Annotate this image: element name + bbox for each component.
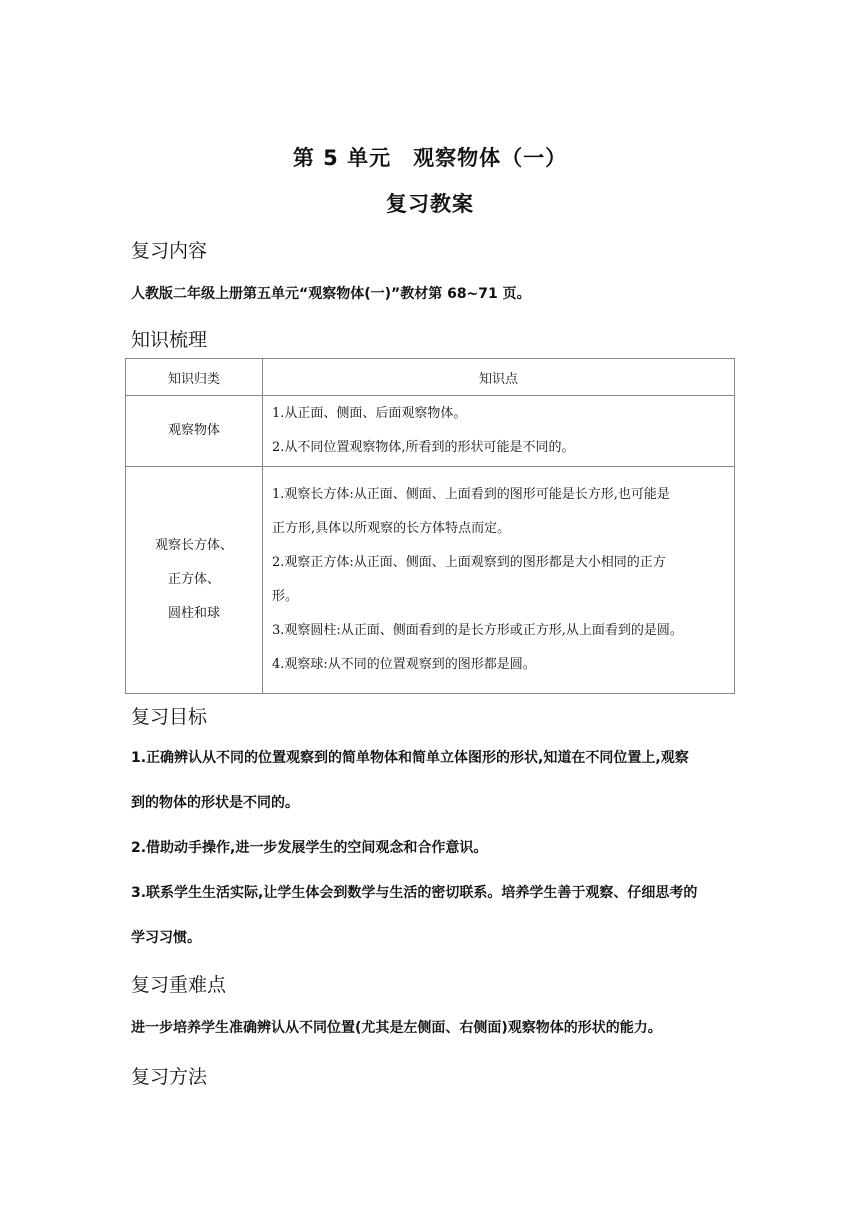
- difficulty-text: 进一步培养学生准确辨认从不同位置(尤其是左侧面、右侧面)观察物体的形状的能力。: [131, 1020, 662, 1036]
- category-line: 观察物体: [167, 423, 220, 438]
- knowledge-table: [125, 358, 735, 694]
- content-text: 人教版二年级上册第五单元“观察物体(一)”教材第 68~71 页。: [131, 286, 531, 302]
- goal-line: 学习习惯。: [131, 930, 201, 946]
- knowledge-point: 4.观察球:从不同的位置观察到的图形都是圆。: [272, 657, 536, 672]
- section-heading-method: 复习方法: [131, 1066, 208, 1088]
- knowledge-point: 1.从正面、侧面、后面观察物体。: [272, 406, 467, 421]
- unit-title: 第 5 单元 观察物体（一）: [292, 146, 568, 170]
- knowledge-point: 1.观察长方体:从正面、侧面、上面看到的图形可能是长方形,也可能是: [272, 487, 670, 502]
- knowledge-point: 正方形,具体以所观察的长方体特点而定。: [272, 521, 511, 536]
- category-line: 观察长方体、: [154, 538, 233, 553]
- section-heading-goals: 复习目标: [131, 706, 208, 728]
- category-line: 圆柱和球: [167, 606, 220, 621]
- table-row: [126, 396, 735, 467]
- doc-subtitle: 复习教案: [386, 192, 474, 216]
- section-heading-content: 复习内容: [131, 240, 208, 262]
- table-cell-category: [126, 467, 263, 694]
- knowledge-point: 2.观察正方体:从正面、侧面、上面观察到的图形都是大小相同的正方: [272, 555, 666, 570]
- section-heading-knowledge: 知识梳理: [131, 329, 208, 351]
- knowledge-point: 形。: [272, 589, 299, 604]
- knowledge-point: 2.从不同位置观察物体,所看到的形状可能是不同的。: [272, 440, 575, 455]
- table-header-row: [126, 359, 735, 396]
- goal-line: 2.借助动手操作,进一步发展学生的空间观念和合作意识。: [131, 840, 488, 856]
- goal-line: 1.正确辨认从不同的位置观察到的简单物体和简单立体图形的形状,知道在不同位置上,观察: [131, 750, 689, 766]
- table-row: [126, 467, 735, 694]
- goal-line: 3.联系学生生活实际,让学生体会到数学与生活的密切联系。培养学生善于观察、仔细思考的: [131, 885, 698, 901]
- table-cell-category: [126, 396, 263, 467]
- table-cell-points: [263, 396, 735, 467]
- category-line: 正方体、: [167, 572, 220, 587]
- table-cell-points: [263, 467, 735, 694]
- section-heading-difficulty: 复习重难点: [131, 974, 227, 996]
- table-header-category: 知识归类: [126, 359, 263, 396]
- knowledge-point: 3.观察圆柱:从正面、侧面看到的是长方形或正方形,从上面看到的是圆。: [272, 623, 683, 638]
- goal-line: 到的物体的形状是不同的。: [131, 795, 299, 811]
- table-header-points: 知识点: [263, 359, 735, 396]
